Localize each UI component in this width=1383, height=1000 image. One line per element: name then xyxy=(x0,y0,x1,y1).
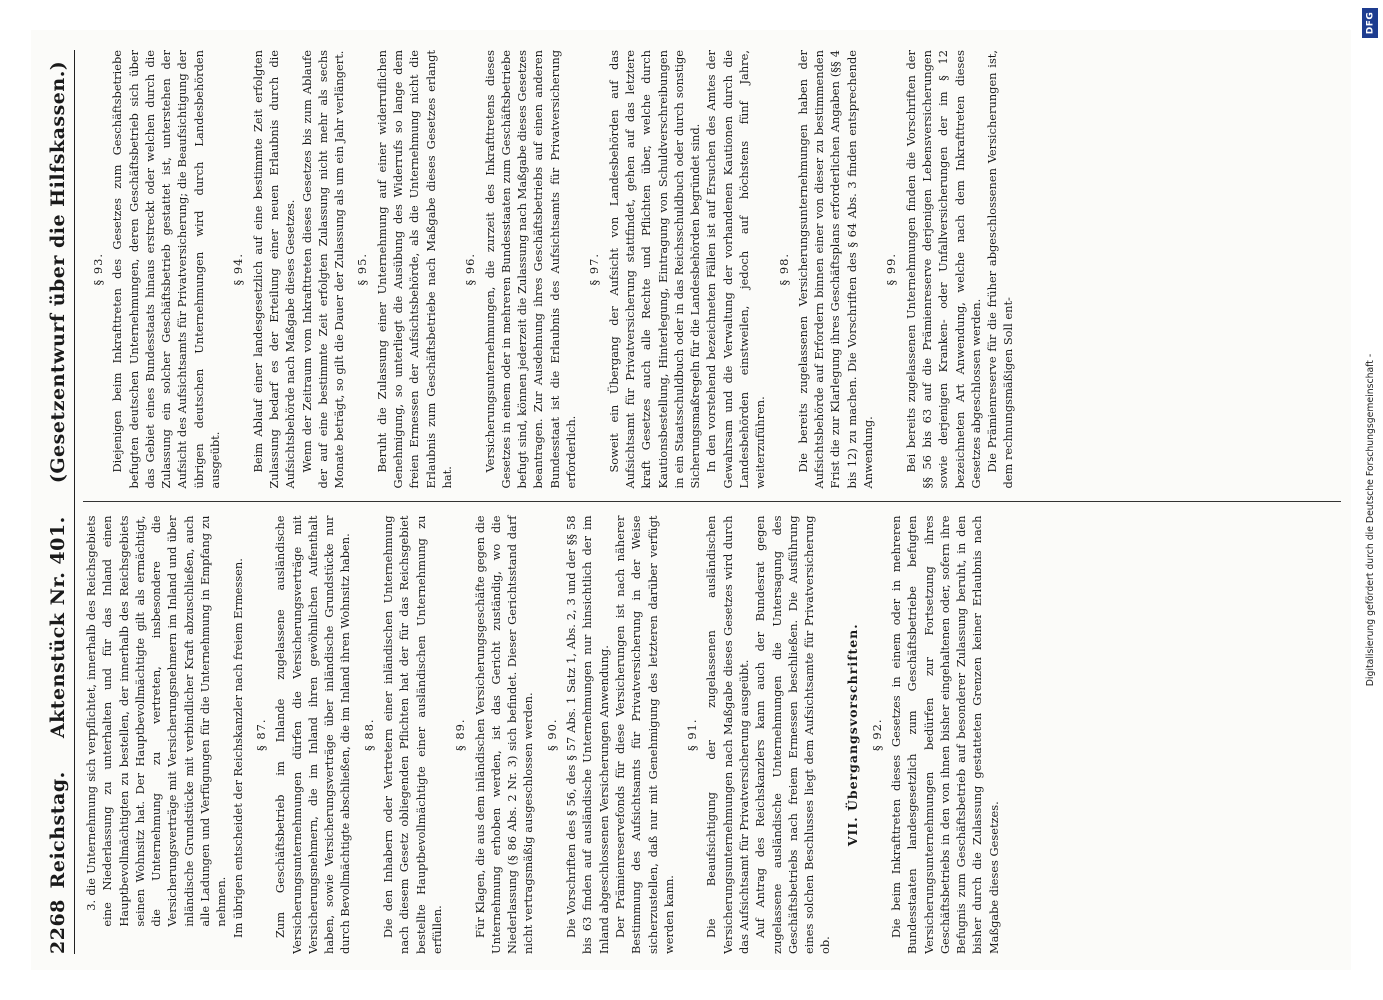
section-heading-99: § 99. xyxy=(884,253,899,286)
section-heading-95: § 95. xyxy=(355,253,370,286)
section-heading-90: § 90. xyxy=(544,718,559,751)
paragraph-96: Versicherungsunternehmungen, die zurzeit des Inkrafttretens dieses Gesetzes in einem oder in mehreren Bundesstaaten zum Geschäftsbetriebe befugt sind, können jederzeit die Zulassung nach Maßgabe dieses Gesetzes beantragen. Zur Ausdehnung ihres Geschäftsbetriebs auf einen anderen Bundesstaat ist die Erlaubnis des Aufsichtsamts für Privatversicherung erforderlich. xyxy=(482,50,579,489)
paragraph-99b: Die Prämienreserve für die früher abgeschlossenen Versicherungen ist, dem rechnungsmäßigen Soll ent- xyxy=(985,50,1016,489)
section-heading-88: § 88. xyxy=(361,718,376,751)
section-heading-87: § 87. xyxy=(253,718,268,751)
paragraph: Im übrigen entscheidet der Reichskanzler nach freiem Ermessen. xyxy=(230,558,245,939)
section-heading-98: § 98. xyxy=(776,253,791,286)
section-heading-93: § 93. xyxy=(91,253,105,286)
list-item-3: 3. die Unternehmung sich verpflichtet, innerhalb des Reichsgebiets eine Niederlassung zu unterhalten und für das Inland einen Hauptbevollmächtigten zu bestellen, der innerhalb des Reichsgebiets seinen Wohnsitz hat. Der Hauptbevollmächtigte gilt als ermächtigt, die Unternehmung zu vertreten, insbesondere die Versicherungsverträge mit Versicherungsnehmern im Inland und über inländische Grundstücke mit verbindlicher Kraft abzuschließen, auch alle Ladungen und Verfügungen für die Unternehmung in Empfang zu nehmen. xyxy=(84,515,229,927)
digitization-note: Digitalisierung gefördert durch die Deutsche Forschungsgemeinschaft - xyxy=(1364,353,1376,687)
text-columns xyxy=(83,50,1341,954)
section-heading-91: § 91. xyxy=(685,718,700,751)
section-heading-92: § 92. xyxy=(869,718,884,751)
paragraph-99a: Bei bereits zugelassenen Unternehmungen finden die Vorschriften der §§ 56 bis 63 auf die Prämienreserve derjenigen Lebensversicherungen sowie derjenigen Kranken- oder Unfallversicherungen der im § 12 bezeichneten Art Anwendung, welche nach dem Inkrafttreten dieses Gesetzes abgeschlossen werden. xyxy=(903,50,983,489)
paragraph-95: Beruht die Zulassung einer Unternehmung auf einer widerruflichen Genehmigung, so unterliegt die Ausübung des Widerrufs so lange dem freien Ermessen der Aufsichtsbehörde, als die Unternehmung nicht die Erlaubnis zum Geschäftsbetriebe nach Maßgabe dieses Gesetzes erlangt hat. xyxy=(374,50,454,489)
document-subtitle: (Gesetzentwurf über die Hilfskassen.) xyxy=(47,60,69,484)
chapter-heading: VII. Übergangsvorschriften. xyxy=(844,623,860,847)
paragraph-97b: In den vorstehend bezeichneten Fällen ist auf Ersuchen des Amtes der Gewahrsam und die Verwaltung der vorhandenen Kautionen durch die Landesbehörden einstweilen, jedoch auf höchstens fünf Jahre, weiterzuführen. xyxy=(704,50,768,489)
section-heading-89: § 89. xyxy=(453,718,468,751)
paragraph-97a: Soweit ein Übergang der Aufsicht von Landesbehörden auf das Aufsichtsamt für Privatversicherung stattfindet, gehen auf das letztere kraft Gesetzes auch alle Rechte und Pflichten über, welche durch Kautionsbestellung, Hinterlegung, Eintragung von Schuldverschreibungen in ein Staatsschuldbuch oder in das Reichsschuldbuch oder durch sonstige Sicherungsmaßregeln für die Landesbehörden begründet sind. xyxy=(606,50,703,489)
paragraph-98: Die bereits zugelassenen Versicherungsunternehmungen haben der Aufsichtsbehörde auf Erfordern binnen einer von dieser zu bestimmenden Frist die zur Klarlegung ihres Geschäftsplans erforderlichen Angaben (§§ 4 bis 12) zu machen. Die Vorschriften des § 64 Abs. 3 finden entsprechende Anwendung. xyxy=(795,50,876,489)
section-heading-97: § 97. xyxy=(587,253,602,286)
dfg-logo-text: DFG xyxy=(1365,11,1376,35)
paragraph-94a: Beim Ablauf einer landesgesetzlich auf eine bestimmte Zeit erfolgten Zulassung bedarf es der Erteilung einer neuen Erlaubnis durch die Aufsichtsbehörde nach Maßgabe dieses Gesetzes. xyxy=(250,50,298,489)
section-heading-94: § 94. xyxy=(231,253,246,286)
paragraph-89: Für Klagen, die aus dem inländischen Versicherungsgeschäfte gegen die Unternehmung erhoben werden, ist das Gericht zuständig, wo die Niederlassung (§ 86 Abs. 2 Nr. 3) sich befindet. Dieser Gerichtsstand darf nicht vertragsmäßig ausgeschlossen werden. xyxy=(472,515,536,954)
paragraph-93: Diejenigen beim Inkrafttreten des Gesetzes zum Geschäftsbetriebe befugten deutschen Unternehmungen, deren Geschäftsbetrieb sich über das Gebiet eines Bundesstaats hinaus erstreckt oder welchen durch die Zulassung ein solcher Geschäftsbetrieb gestattet ist, unterstehen der Aufsicht des Aufsichtsamts für Privatversicherung; die Beaufsichtigung der übrigen deutschen Unternehmungen wird durch Landesbehörden ausgeübt. xyxy=(110,50,223,489)
running-head xyxy=(47,50,75,954)
paragraph-90b: Der Prämienreservefonds für diese Versicherungen ist nach näherer Bestimmung des Aufsichtsamts für Privatversicherung in der Weise sicherzustellen, daß nur mit Genehmigung des letzteren darüber verfügt werden kann. xyxy=(612,515,676,954)
paragraph-94b: Wenn der Zeitraum vom Inkrafttreten dieses Gesetzes bis zum Ablaufe der auf eine bestimmte Zeit erfolgten Zulassung nicht mehr als sechs Monate beträgt, so gilt die Dauer der Zulassung als um ein Jahr verlängert. xyxy=(299,50,347,489)
publisher-label: Reichstag. xyxy=(47,771,69,889)
paragraph-91b: Auf Antrag des Reichskanzlers kann auch der Bundesrat gegen zugelassene ausländische Unternehmungen die Untersagung des Geschäftsbetriebs nach freiem Ermessen beschließen. Die Ausführung eines solchen Beschlusses liegt dem Aufsichtsamte für Privatversicherung ob. xyxy=(753,515,833,954)
paragraph-88: Die den Inhabern oder Vertretern einer inländischen Unternehmung nach diesem Gesetz obliegenden Pflichten hat der für das Reichsgebiet bestellte Hauptbevollmächtigte einer ausländischen Unternehmung zu erfüllen. xyxy=(381,515,444,954)
dfg-logo xyxy=(1362,8,1378,38)
paragraph-90a: Die Vorschriften des § 56, des § 57 Abs. 1 Satz 1, Abs. 2, 3 und der §§ 58 bis 63 finden auf ausländische Unternehmungen nur hinsichtlich der im Inland abgeschlossenen Versicherungen Anwendung. xyxy=(564,515,611,954)
right-column xyxy=(83,50,1341,502)
paragraph-91a: Die Beaufsichtigung der zugelassenen ausländischen Versicherungsunternehmungen nach Maßgabe dieses Gesetzes wird durch das Aufsichtsamt für Privatversicherung ausgeübt. xyxy=(704,515,751,954)
rotated-document-page xyxy=(31,30,1351,970)
paragraph-87: Zum Geschäftsbetrieb im Inlande zugelassene ausländische Versicherungsunternehmungen dürfen die Versicherungsverträge mit Versicherungsnehmern, die im Inland ihren gewöhnlichen Aufenthalt haben, sowie Versicherungsverträge über inländische Grundstücke nur durch Bevollmächtigte abschließen, die im Inland ihren Wohnsitz haben. xyxy=(273,515,353,954)
page-number: 2268 xyxy=(47,899,69,954)
section-heading-96: § 96. xyxy=(463,253,478,286)
left-column xyxy=(83,502,1341,955)
paragraph-92: Die beim Inkrafttreten dieses Gesetzes in einem oder in mehreren Bundesstaaten landesgesetzlich zum Geschäftsbetriebe befugten Versicherungsunternehmungen bedürfen zur Fortsetzung ihres Geschäftsbetriebs in den von ihnen bisher eingehaltenen oder, sofern ihre Befugnis zum Geschäftsbetrieb auf besonderer Zulassung beruht, in den bisher durch die Zulassung gestatteten Grenzen keiner Erlaubnis nach Maßgabe dieses Gesetzes. xyxy=(888,515,1001,954)
document-label: Aktenstück Nr. 401. xyxy=(47,516,69,739)
running-title xyxy=(47,50,69,899)
